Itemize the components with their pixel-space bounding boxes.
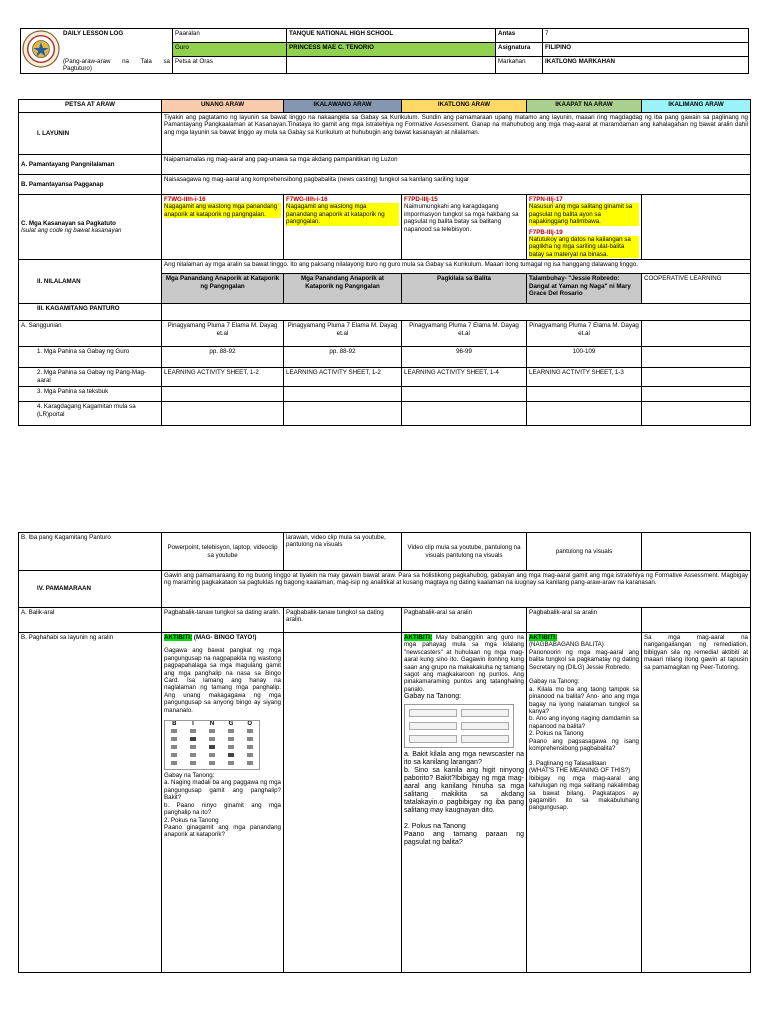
paaralan-label: Paaralan <box>173 29 287 43</box>
antas-label: Antas <box>496 29 543 43</box>
d1-nilalaman: Mga Panandang Anaporik at Kataporik ng Pangngalan <box>162 274 284 304</box>
d3-nilalaman: Pagkilala sa Balita <box>402 274 527 304</box>
d1-iba-kagamitan: Powerpoint, telebisyon, laptop, videoclip sa youtube <box>162 533 284 571</box>
d2-gabay-pages: pp. 88-92 <box>284 347 402 368</box>
petsa-label: Petsa at Oras <box>173 57 287 74</box>
d4-nilalaman: Talambuhay- "Jessie Robredo: Dangal at Yaman ng Naga" ni Mary Grace Del Rosario <box>527 274 642 304</box>
d3-balik-aral: Pagbabalik-aral sa aralin <box>402 608 527 633</box>
d3-gabay-tanong: Gabay na Tanong: <box>404 693 462 701</box>
pagganap-label: B. Pamantayansa Pagganap <box>19 175 162 195</box>
layunin-label: I. LAYUNIN <box>19 113 162 155</box>
d4-balik-aral: Pagbabalik-aral sa aralin <box>527 608 642 633</box>
d4-las: LEARNING ACTIVITY SHEET, 1-3 <box>527 368 642 387</box>
bingo-letter: B <box>172 721 177 728</box>
d1-las: LEARNING ACTIVITY SHEET, 1-2 <box>162 368 284 387</box>
nilalaman-label: II. NILALAMAN <box>19 260 162 304</box>
d4-kasanayan2: Natutukoy ang datos na kailangan sa paglikha ng mga sariling ulat-balita batay sa materyal na binasa. <box>529 236 639 258</box>
asignatura-value: FILIPINO <box>543 43 749 57</box>
kagamitan-label: III. KAGAMITANG PANTURO <box>19 304 162 321</box>
dll-subtitle: (Pang-araw-araw na Tala sa Pagtuturo) <box>63 57 170 72</box>
gabay-guro-label: 1. Mga Pahina sa Gabay ng Guro <box>19 347 162 368</box>
d1-sanggunian: Pinagyamang Pluma 7 Elama M. Dayag et.al <box>162 321 284 347</box>
petsa-araw-header: PETSA AT ARAW <box>19 100 162 113</box>
d3-gabay-pages: 96-99 <box>402 347 527 368</box>
d4-kasanayan: Nasusuri ang mga salitang ginamit sa pagsulat ng balita ayon sa napakinggang halimbawa. <box>529 203 639 225</box>
iba-kagamitan-label: B. Iba pang Kagamitang Panturo <box>19 533 162 571</box>
d2-las: LEARNING ACTIVITY SHEET, 1-2 <box>284 368 402 387</box>
d1-kasanayan: Nagagamit ang wastong mga panandang anaporik at kataporik ng pangngalan. <box>164 203 281 218</box>
lesson-table-page2 <box>18 532 751 973</box>
bingo-letter: I <box>192 721 194 728</box>
d3-iba-kagamitan: Video clip mula sa youtube, pantulong na visuals pantulong na visuals <box>402 533 527 571</box>
pamamaraan-label: IV. PAMAMARAAN <box>19 571 162 608</box>
d5-nilalaman: COOPERATIVE LEARNING <box>642 274 751 304</box>
bingo-letter: O <box>247 721 253 728</box>
d2-iba-kagamitan: larawan, video clip mula sa youtube, pantulong na visuals <box>284 533 402 571</box>
d4-code: F7PN-IIIj-17 <box>529 196 563 203</box>
asignatura-label: Asignatura <box>496 43 543 57</box>
d3-kasanayan: Naimumungkahi ang karagdagang impormasyon tungkol sa mga hakbang sa pagsulat ng balita batay sa balitang napanood sa telebisyon. <box>404 203 519 233</box>
paghahabi-label: B. Paghahabi sa layunin ng aralin <box>19 633 162 973</box>
d4-aktibiti-text: (NAGBABAGANG BALITA) Panonoorin ng mga mag-aaral ang balita tungkol sa pagkamatay ng dating Secretary ng (DILG) Jessie Robredo. Gabay na Tanong: a. Kilala mo ba ang taong tampok sa pinanood na balita? Ano- ano ang mga bagay na iyong nalalaman tungkol sa kanya? b. Ano ang inyong naging damdamin sa napanood na balita? 2. Pokus na Tanong Paano ang pagsasagawa ng isang komprehensibong pagbabalita? 3. Paglinang ng Talasalitaan (WHAT'S THE MEANING OF THIS?) Ibibigay ng mga mag-aaral ang kahulugan ng mga salitang nakalimbag sa bawat bilang. Pagkatapos ay gagamitin ito sa makabuluhang pangungusap. <box>529 641 639 812</box>
newscaster-quotes-image <box>404 704 514 748</box>
d3-code: F7PD-IIIj-15 <box>404 196 438 203</box>
d2-kasanayan: Nagagamit ang wastong mga panandang anaporik at kataporik ng pangngalan. <box>286 203 399 225</box>
d4-sanggunian: Pinagyamang Pluma 7 Elama M. Dayag et.al <box>527 321 642 347</box>
d3-aktibiti-tag: AKTIBITI: <box>404 634 433 641</box>
d2-nilalaman: Mga Panandang Anaporik at Kataporik ng Pangngalan <box>284 274 402 304</box>
d5-las <box>642 368 751 387</box>
d5-gabay-pages <box>642 347 751 368</box>
dll-title: DAILY LESSON LOG <box>63 30 124 37</box>
d1-balik-aral: Pagbabalik-tanaw tungkol sa dating aralin. <box>162 608 284 633</box>
markahan-value: IKATLONG MARKAHAN <box>543 57 749 74</box>
d1-code: F7WG-IIIh-i-16 <box>164 196 206 203</box>
d1-gabay-questions: a. Naging madali ba ang paggawa ng mga pangungusap gamit ang panghalip? Bakit? b. Paano ninyo ginamit ang mga panghalip na ito? 2. Pokus na Tanong Paano ginagamit ang mga panandang anaporik at kataporik? <box>164 779 281 839</box>
guro-value: PRINCESS MAE C. TENORIO <box>287 43 496 57</box>
d2-code: F7WG-IIIh-i-16 <box>286 196 328 203</box>
bingo-letter: G <box>228 721 234 728</box>
d4-aktibiti-tag: AKTIBITI: <box>529 634 558 641</box>
d3-gabay-questions: a. Bakit kilala ang mga newscaster na ito sa kanilang larangan? b. Sino sa kanila ang higit ninyong paborito? Bakit?Ibibigay ng mga mag-aaral ang kanilang hinuha sa mga salitang makikita sa akdang tatalakayin.o pagbibigay ng iba pang salitang may kaugnayan dito. 2. Pokus na Tanong Paano ang tamang paraan ng pagsulat ng balita? <box>404 751 524 847</box>
petsa-value <box>287 57 496 74</box>
pangnilalaman-label: A. Pamantayang Pangnilalaman <box>19 155 162 175</box>
d3-sanggunian: Pinagyamang Pluma 7 Elama M. Dayag et.al <box>402 321 527 347</box>
pamamaraan-text: Gawin ang pamamaraang ito ng buong linggo at tiyakin na may gawain bawat araw. Para sa holistikong pagkahubog, gabayan ang mga mag-aaral gamit ang mga istratehiya ng Formative Assessment. Magbigay ng maraming pagkakataon sa pagtuklas ng bagong kaalaman, mag-isip ng analitikal at kusang magtaya ng dating kaalaman na iuugnay sa kanilang pang-araw-araw na karanasan. <box>162 571 751 608</box>
d2-sanggunian: Pinagyamang Pluma 7 Elama M. Dayag et.al <box>284 321 402 347</box>
d5-sanggunian <box>642 321 751 347</box>
day5-header: IKALIMANG ARAW <box>642 100 751 113</box>
balik-aral-label: A. Balik-aral <box>19 608 162 633</box>
gabay-mag-aaral-label: 2. Mga Pahina sa Gabay ng Pang-Mag-aaral <box>19 368 162 387</box>
d1-aktibiti-tag: AKTIBITI: <box>164 634 193 641</box>
lesson-table-page1 <box>18 99 751 426</box>
day1-header: UNANG ARAW <box>162 100 284 113</box>
header-table <box>20 28 749 74</box>
markahan-label: Markahan <box>496 57 543 74</box>
teksbuk-label: 3. Mga Pahina sa teksbuk <box>19 387 162 402</box>
d2-balik-aral: Pagbabalik-tanaw tungkol sa dating aralin. <box>284 608 402 633</box>
d2-paghahabi <box>284 633 402 973</box>
pangnilalaman-text: Naipamamalas ng mag-aaral ang pag-unawa sa mga akdang pampanitikan ng Luzon <box>162 155 751 175</box>
d4-iba-kagamitan: pantulong na visuals <box>527 533 642 571</box>
day3-header: IKATLONG ARAW <box>402 100 527 113</box>
layunin-text: Tiyakin ang pagtatamo ng layunin sa bawat linggo na nakaangkla sa Gabay sa Kurikulum. Sundin ang pamamaraan upang matamo ang layunin, maaari ring magdagdag ng iba pang gawain sa paglinang ng Pamantayang Pangkaalaman at Kasanayan.Tinataya ito gamit ang mga istratehiya ng Formative Assessment. Ganap na mahuhubog ang mga mag-aaral at maramdaman ang kahalagahan ng bawat aralin dahil ang mga layunin sa bawat linggo ay mula sa Gabay sa Kurikulum at huhubugin ang bawat kasanayan at nilalaman. <box>162 113 751 155</box>
d5-kasanayan <box>642 195 751 260</box>
d5-iba-kagamitan <box>642 533 751 571</box>
pagganap-text: Naisasagawa ng mag-aaral ang komprehensibong pagbabalita (news casting) tungkol sa kanilang sariling lugar <box>162 175 751 195</box>
d5-paghahabi: Sa mga mag-aaral na nangangailangan ng remediation, bibigyan sila ng remedial aktibiti at maaari nilang itong gawin at tapusin sa pamamagitan ng Peer-Tutoring. <box>642 633 751 973</box>
nilalaman-note: Ang nilalaman ay mga aralin sa bawat linggo. Ito ang paksang nilalayong ituro ng guro mula sa Gabay sa Kurikulum. Maaari itong tumagal ng isa hanggang dalawang linggo. <box>162 260 751 274</box>
d4-code2: F7PB-IIIj-19 <box>529 228 563 236</box>
bingo-card <box>164 720 260 770</box>
d3-las: LEARNING ACTIVITY SHEET, 1-4 <box>402 368 527 387</box>
day2-header: IKALAWANG ARAW <box>284 100 402 113</box>
d4-gabay-pages: 100-109 <box>527 347 642 368</box>
day4-header: IKAAPAT NA ARAW <box>527 100 642 113</box>
kagamitan-row <box>162 304 751 321</box>
sanggunian-label: A. Sanggunian <box>19 321 162 347</box>
d1-gabay-tanong: Gabay na Tanong: <box>164 772 215 780</box>
kasanayan-sublabel: Isulat ang code ng bawat kasanayan <box>21 227 122 235</box>
d1-aktibiti-title: (MAG- BINGO TAYO!) <box>192 634 257 641</box>
kasanayan-label: C. Mga Kasanayan sa Pagkatuto <box>21 219 116 227</box>
d3-aktibiti-text: May babanggitin ang guro na mga pahayag mula sa mga kilalang "newscasters" at huhulaan ng mga mag-aaral kung sino ito. Gagawin itonhng kung saan ang grupo na makakakuha ng tamang sagot ang magkakaroon ng puntos. Ang pinakamaraming puntos ang tatanghaling panalo. <box>404 634 524 693</box>
d1-gabay-pages: pp. 88-92 <box>162 347 284 368</box>
d1-aktibiti-text: Gagawa ang bawat pangkat ng mga pangungusap na nagpapakita ng wastong pagpapahalaga sa mga magulang gamit ang mga panghalip na nasa sa Bingo Card. Isa lamang ang hanay na naglalaman ng tamang mga panghalip. Ang unang makagagawa ng mga pangungusap sa anyong bingo ay siyang mananalo. <box>164 647 281 714</box>
guro-label: Guro <box>173 43 287 57</box>
paaralan-value: TANQUE NATIONAL HIGH SCHOOL <box>287 29 496 43</box>
lr-portal-label: 4. Karagdagang Kagamitan mula sa (LR)portal <box>19 402 162 426</box>
bingo-letter: N <box>209 721 215 728</box>
antas-value: 7 <box>543 29 749 43</box>
d5-balik-aral <box>642 608 751 633</box>
